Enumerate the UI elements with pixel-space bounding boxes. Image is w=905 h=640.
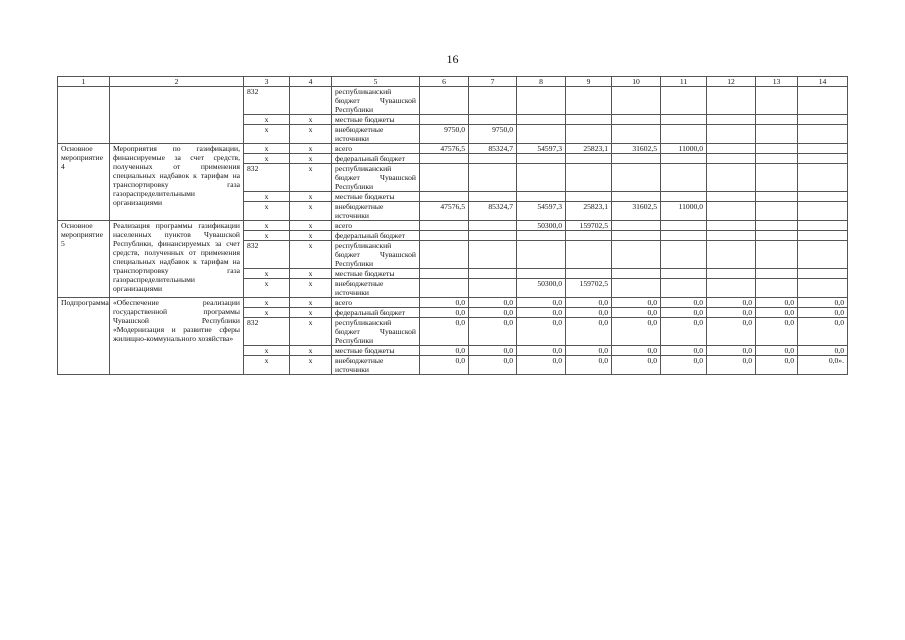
cell-value xyxy=(798,221,848,231)
cell-value: 159702,5 xyxy=(566,221,612,231)
cell-code: х xyxy=(244,144,290,154)
cell-value xyxy=(566,231,612,241)
cell-code: х xyxy=(244,279,290,298)
cell-code: х xyxy=(244,346,290,356)
cell-value xyxy=(798,144,848,154)
cell-value xyxy=(756,192,798,202)
cell-value xyxy=(756,154,798,164)
cell-code: х xyxy=(290,115,332,125)
cell-value: 0,0 xyxy=(517,298,566,308)
cell-code: х xyxy=(244,221,290,231)
cell-value: 9750,0 xyxy=(469,125,517,144)
cell-value xyxy=(566,241,612,269)
cell-value xyxy=(420,164,469,192)
col-header: 7 xyxy=(469,77,517,87)
cell-value xyxy=(612,241,661,269)
cell-value xyxy=(612,164,661,192)
cell-value xyxy=(756,269,798,279)
cell-code: х xyxy=(290,202,332,221)
cell-value: 0,0 xyxy=(661,308,707,318)
cell-source: внебюджетные источники xyxy=(332,125,420,144)
cell-value xyxy=(798,154,848,164)
cell-value: 31602,5 xyxy=(612,202,661,221)
cell-value xyxy=(756,164,798,192)
cell-value: 0,0 xyxy=(420,318,469,346)
row-label: Подпрограмма xyxy=(58,298,110,375)
cell-source: республиканский бюджет Чувашской Республики xyxy=(332,87,420,115)
cell-value: 47576,5 xyxy=(420,144,469,154)
cell-value xyxy=(612,192,661,202)
cell-value xyxy=(612,279,661,298)
cell-value xyxy=(707,192,756,202)
cell-value xyxy=(469,269,517,279)
cell-value xyxy=(798,241,848,269)
col-header: 6 xyxy=(420,77,469,87)
cell-value xyxy=(566,154,612,164)
cell-code: х xyxy=(290,154,332,164)
cell-code: х xyxy=(290,298,332,308)
cell-value: 25823,1 xyxy=(566,202,612,221)
cell-value: 0,0 xyxy=(517,356,566,375)
cell-value: 0,0 xyxy=(469,356,517,375)
cell-value: 50300,0 xyxy=(517,221,566,231)
cell-value xyxy=(517,231,566,241)
row-description: Реализация программы газификации населенных пунктов Чувашской Республики, финансируемых за счет средств, полученных от применения специальных надбавок к тарифам на транспортировку газа газораспределительными организациями xyxy=(110,221,244,298)
cell-value: 0,0 xyxy=(469,308,517,318)
cell-source: республиканский бюджет Чувашской Республики xyxy=(332,241,420,269)
cell-value xyxy=(566,164,612,192)
cell-value xyxy=(798,231,848,241)
cell-source: республиканский бюджет Чувашской Республики xyxy=(332,164,420,192)
col-header: 12 xyxy=(707,77,756,87)
cell-value: 85324,7 xyxy=(469,202,517,221)
cell-value xyxy=(756,202,798,221)
cell-value: 0,0 xyxy=(661,356,707,375)
cell-value xyxy=(517,154,566,164)
cell-value: 0,0 xyxy=(798,318,848,346)
cell-source: федеральный бюджет xyxy=(332,154,420,164)
cell-source: местные бюджеты xyxy=(332,115,420,125)
cell-value xyxy=(517,192,566,202)
cell-value: 159702,5 xyxy=(566,279,612,298)
col-header: 4 xyxy=(290,77,332,87)
row-description: Мероприятия по газификации, финансируемые за счет средств, полученных от применения специальных надбавок к тарифам на транспортировку газа газораспределительными организациями xyxy=(110,144,244,221)
cell-value: 0,0 xyxy=(612,318,661,346)
cell-value: 0,0 xyxy=(707,318,756,346)
cell-value: 50300,0 xyxy=(517,279,566,298)
cell-value xyxy=(707,231,756,241)
cell-value: 0,0 xyxy=(420,356,469,375)
cell-value: 0,0 xyxy=(469,298,517,308)
cell-value: 0,0 xyxy=(612,346,661,356)
cell-value: 0,0 xyxy=(707,298,756,308)
cell-value xyxy=(707,144,756,154)
cell-code: х xyxy=(244,154,290,164)
cell-value xyxy=(756,279,798,298)
cell-value: 0,0 xyxy=(798,298,848,308)
cell-value xyxy=(756,144,798,154)
cell-value xyxy=(469,164,517,192)
col-header: 5 xyxy=(332,77,420,87)
cell-value xyxy=(798,202,848,221)
col-header: 8 xyxy=(517,77,566,87)
cell-code: х xyxy=(244,192,290,202)
cell-value xyxy=(469,192,517,202)
cell-value: 0,0 xyxy=(756,356,798,375)
cell-value: 0,0 xyxy=(756,346,798,356)
cell-value xyxy=(566,192,612,202)
cell-value: 0,0 xyxy=(566,346,612,356)
cell-value xyxy=(420,221,469,231)
cell-code: х xyxy=(244,125,290,144)
row-label: Основное мероприятие 4 xyxy=(58,144,110,221)
cell-code: х xyxy=(290,125,332,144)
cell-value xyxy=(661,192,707,202)
cell-value xyxy=(707,279,756,298)
table-row xyxy=(58,221,848,231)
cell-value xyxy=(661,279,707,298)
cell-code: х xyxy=(290,221,332,231)
cell-value xyxy=(707,221,756,231)
cell-value: 0,0 xyxy=(420,298,469,308)
col-header: 9 xyxy=(566,77,612,87)
cell-value: 0,0 xyxy=(566,308,612,318)
cell-code: х xyxy=(290,356,332,375)
cell-value xyxy=(469,154,517,164)
cell-value xyxy=(707,241,756,269)
cell-value: 0,0 xyxy=(756,298,798,308)
cell-value xyxy=(612,221,661,231)
cell-value xyxy=(612,154,661,164)
cell-value: 0,0 xyxy=(756,308,798,318)
cell-value: 0,0 xyxy=(612,356,661,375)
cell-value: 11000,0 xyxy=(661,202,707,221)
cell-source: всего xyxy=(332,144,420,154)
cell-code: х xyxy=(244,356,290,375)
cell-value xyxy=(517,241,566,269)
cell-value: 85324,7 xyxy=(469,144,517,154)
cell-source: республиканский бюджет Чувашской Республики xyxy=(332,318,420,346)
col-header: 13 xyxy=(756,77,798,87)
cell-value xyxy=(661,241,707,269)
cell-value: 0,0 xyxy=(798,308,848,318)
cell-value: 25823,1 xyxy=(566,144,612,154)
cell-value: 9750,0 xyxy=(420,125,469,144)
cell-code: х xyxy=(244,269,290,279)
cell-source: внебюджетные источники xyxy=(332,356,420,375)
cell-value: 0,0 xyxy=(420,308,469,318)
cell-code: х xyxy=(290,346,332,356)
cell-value xyxy=(756,241,798,269)
cell-value: 0,0 xyxy=(469,318,517,346)
header-row xyxy=(58,77,848,87)
budget-table xyxy=(57,76,848,375)
cell-value xyxy=(661,269,707,279)
cell-value xyxy=(566,269,612,279)
cell-value xyxy=(707,164,756,192)
cell-value: 0,0 xyxy=(566,298,612,308)
cell-value xyxy=(756,231,798,241)
cell-source: всего xyxy=(332,221,420,231)
cell-code: х xyxy=(244,298,290,308)
cell-code: 832 xyxy=(244,87,290,115)
col-header: 11 xyxy=(661,77,707,87)
cell-value: 0,0 xyxy=(798,346,848,356)
cell-value: 0,0 xyxy=(661,298,707,308)
cell-code: х xyxy=(290,308,332,318)
cell-value xyxy=(420,192,469,202)
cell-value: 0,0». xyxy=(798,356,848,375)
cell-code: х xyxy=(290,318,332,346)
page-number: 16 xyxy=(446,52,459,66)
cell-value xyxy=(707,269,756,279)
table-row xyxy=(58,87,848,115)
cell-value xyxy=(420,241,469,269)
cell-value: 0,0 xyxy=(707,346,756,356)
cell-source: внебюджетные источники xyxy=(332,202,420,221)
cell-value xyxy=(469,221,517,231)
cell-value xyxy=(798,164,848,192)
cell-value xyxy=(661,154,707,164)
cell-value: 31602,5 xyxy=(612,144,661,154)
cell-code: х xyxy=(290,279,332,298)
cell-source: федеральный бюджет xyxy=(332,231,420,241)
cell-code: х xyxy=(290,241,332,269)
cell-source: местные бюджеты xyxy=(332,192,420,202)
cell-value xyxy=(798,192,848,202)
cell-value: 0,0 xyxy=(707,356,756,375)
cell-value: 54597,3 xyxy=(517,202,566,221)
cell-value: 11000,0 xyxy=(661,144,707,154)
cell-value xyxy=(661,231,707,241)
cell-code: х xyxy=(290,269,332,279)
cell-value xyxy=(469,231,517,241)
cell-value xyxy=(420,154,469,164)
cell-code: 832 xyxy=(244,241,290,269)
cell-value xyxy=(661,221,707,231)
cell-code: х xyxy=(290,192,332,202)
cell-source: внебюджетные источники xyxy=(332,279,420,298)
cell-value xyxy=(661,164,707,192)
table-row xyxy=(58,144,848,154)
cell-value: 54597,3 xyxy=(517,144,566,154)
cell-code: х xyxy=(244,308,290,318)
col-header: 10 xyxy=(612,77,661,87)
cell-source: всего xyxy=(332,298,420,308)
cell-value xyxy=(517,164,566,192)
cell-value: 0,0 xyxy=(517,346,566,356)
cell-source: федеральный бюджет xyxy=(332,308,420,318)
cell-code: 832 xyxy=(244,318,290,346)
row-description: «Обеспечение реализации государственной программы Чувашской Республики «Модернизация и развитие сферы жилищно-коммунального хозяйства» xyxy=(110,298,244,375)
cell-value xyxy=(756,221,798,231)
cell-code: х xyxy=(244,202,290,221)
cell-value xyxy=(612,231,661,241)
cell-value: 47576,5 xyxy=(420,202,469,221)
row-label: Основное мероприятие 5 xyxy=(58,221,110,298)
cell-code: х xyxy=(290,231,332,241)
cell-value: 0,0 xyxy=(612,308,661,318)
cell-value: 0,0 xyxy=(612,298,661,308)
col-header: 3 xyxy=(244,77,290,87)
cell-value xyxy=(420,231,469,241)
cell-value xyxy=(469,241,517,269)
cell-code: х xyxy=(290,144,332,154)
cell-value xyxy=(420,279,469,298)
cell-value xyxy=(469,279,517,298)
cell-value xyxy=(612,269,661,279)
cell-value xyxy=(798,269,848,279)
cell-code: х xyxy=(244,115,290,125)
table-row xyxy=(58,298,848,308)
cell-value xyxy=(707,154,756,164)
cell-value: 0,0 xyxy=(661,346,707,356)
cell-code: х xyxy=(244,231,290,241)
cell-value xyxy=(420,269,469,279)
col-header: 2 xyxy=(110,77,244,87)
cell-value: 0,0 xyxy=(566,318,612,346)
cell-value: 0,0 xyxy=(661,318,707,346)
cell-value: 0,0 xyxy=(420,346,469,356)
cell-source: местные бюджеты xyxy=(332,269,420,279)
cell-value xyxy=(707,202,756,221)
cell-value: 0,0 xyxy=(517,318,566,346)
cell-code: 832 xyxy=(244,164,290,192)
cell-value: 0,0 xyxy=(756,318,798,346)
cell-value: 0,0 xyxy=(566,356,612,375)
cell-value xyxy=(517,269,566,279)
col-header: 14 xyxy=(798,77,848,87)
cell-value: 0,0 xyxy=(517,308,566,318)
col-header: 1 xyxy=(58,77,110,87)
cell-value: 0,0 xyxy=(469,346,517,356)
cell-value xyxy=(798,279,848,298)
cell-value: 0,0 xyxy=(707,308,756,318)
cell-source: местные бюджеты xyxy=(332,346,420,356)
cell-code: х xyxy=(290,164,332,192)
